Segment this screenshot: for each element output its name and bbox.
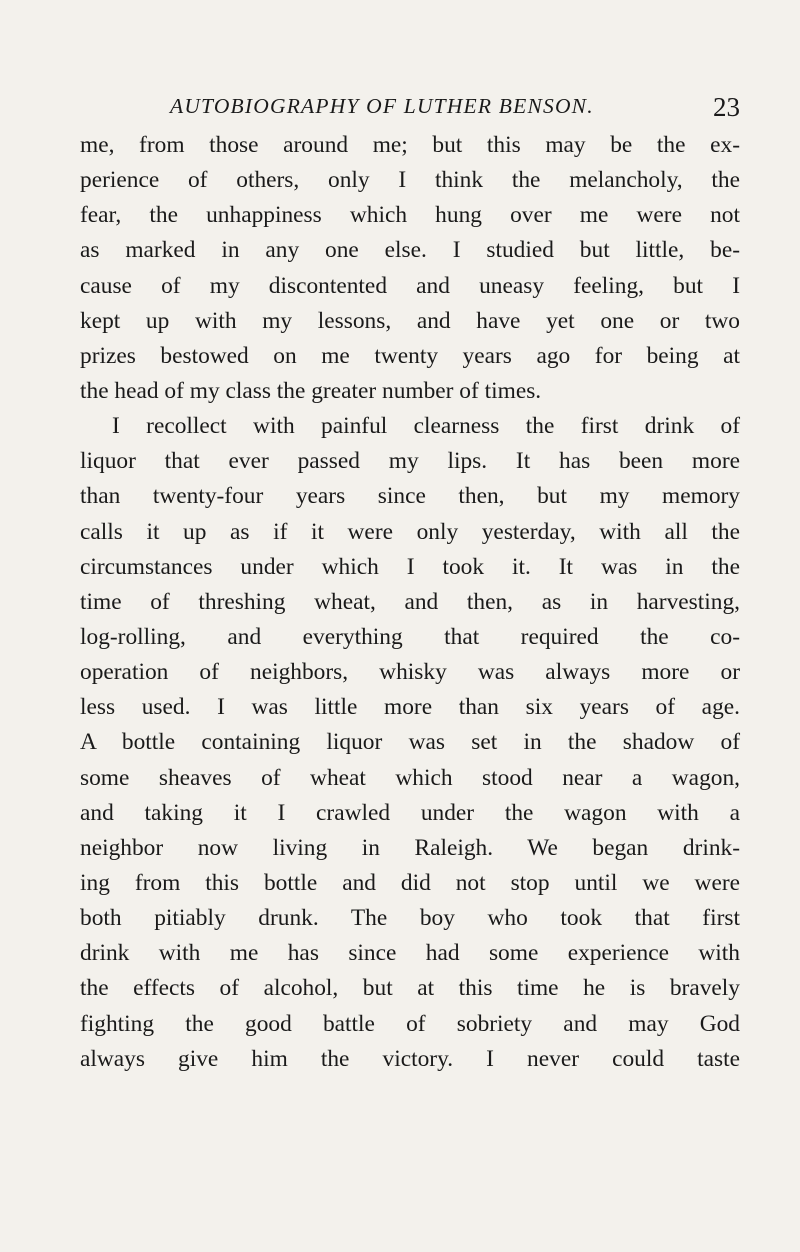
text-line: drink with me has since had some experience with: [80, 940, 740, 967]
text-line: fear, the unhappiness which hung over me were not: [80, 202, 740, 229]
text-line: and taking it I crawled under the wagon with a: [80, 799, 740, 826]
text-line: the head of my class the greater number of times.: [80, 377, 542, 404]
text-line: the effects of alcohol, but at this time he is bravely: [80, 975, 740, 1002]
text-line: neighbor now living in Raleigh. We began drink-: [80, 834, 740, 861]
text-line: log-rolling, and everything that required the co-: [80, 623, 740, 650]
running-title: AUTOBIOGRAPHY OF LUTHER BENSON.: [170, 94, 594, 118]
text-line: time of threshing wheat, and then, as in harvesting,: [80, 588, 740, 615]
text-line: both pitiably drunk. The boy who took that first: [80, 905, 740, 932]
text-line: as marked in any one else. I studied but little, be-: [80, 237, 740, 264]
text-line: less used. I was little more than six years of age.: [80, 694, 740, 721]
text-line: circumstances under which I took it. It was in the: [80, 553, 740, 580]
text-line: some sheaves of wheat which stood near a wagon,: [80, 764, 740, 791]
text-line: kept up with my lessons, and have yet one or two: [80, 307, 740, 334]
text-line: than twenty-four years since then, but my memory: [80, 483, 740, 510]
text-line: operation of neighbors, whisky was always more or: [80, 659, 740, 686]
text-line: cause of my discontented and uneasy feeling, but I: [80, 272, 740, 299]
text-line: liquor that ever passed my lips. It has been more: [80, 448, 740, 475]
text-line: fighting the good battle of sobriety and may God: [80, 1010, 740, 1037]
text-line: A bottle containing liquor was set in the shadow of: [80, 729, 740, 756]
text-line: prizes bestowed on me twenty years ago for being at: [80, 342, 740, 369]
text-line: ing from this bottle and did not stop until we were: [80, 869, 740, 896]
paragraph-start-line: I recollect with painful clearness the first drink of: [112, 413, 740, 440]
body-text: [80, 128, 740, 1077]
text-line: me, from those around me; but this may be the ex-: [80, 132, 740, 158]
text-line: calls it up as if it were only yesterday, with all the: [80, 518, 740, 545]
running-head: [170, 94, 740, 130]
text-line: perience of others, only I think the melancholy, the: [80, 167, 740, 194]
text-line: always give him the victory. I never could taste: [80, 1045, 740, 1072]
page-number: 23: [713, 92, 740, 122]
